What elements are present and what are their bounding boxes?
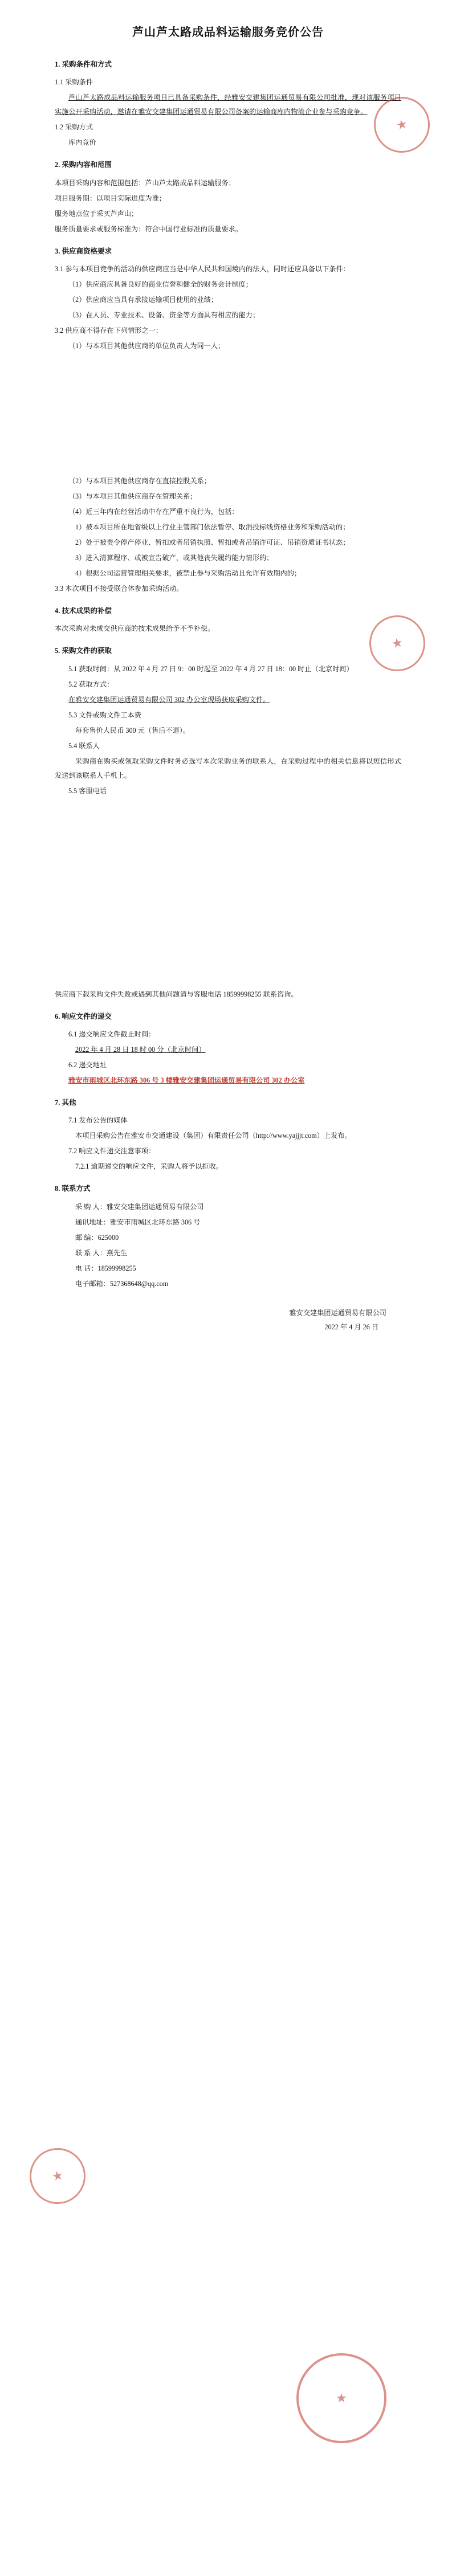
section-2-line-2: 项目服务期：以项目实际进度为准；: [55, 194, 166, 202]
section-3-line-6: （1）与本项目其他供应商的单位负责人为同一人；: [68, 341, 225, 350]
section-3-line-1: 3.1 参与本项目竞争的活动的供应商应当是中华人民共和国境内的法人，同时还应具备以下条件：: [55, 264, 350, 273]
section-3-line-5: 3.2 供应商不得存在下列情形之一：: [55, 326, 162, 334]
section-3-line-11: 2）处于被责令停产停业、暂扣或者吊销执照、暂扣或者吊销许可证、吊销资质证书状态；: [75, 538, 350, 547]
company-seal-icon: [25, 2143, 91, 2209]
section-3-line-3: （2）供应商应当具有承接运输项目使用的业绩；: [68, 295, 218, 304]
section-3-line-9: （4）近三年内在经营活动中存在严重不良行为，包括：: [68, 508, 239, 516]
section-3-line-2: （1）供应商应具备良好的商业信誉和健全的财务会计制度；: [68, 280, 253, 288]
section-7-line-3: 7.2 响应文件递交注意事项：: [68, 1147, 156, 1156]
section-3-line-7: （2）与本项目其他供应商存在直接控股关系；: [68, 476, 211, 485]
section-heading-5: 5. 采购文件的获取: [55, 647, 112, 655]
section-5-line-8: 5.5 客服电话: [68, 786, 107, 795]
section-heading-8: 8. 联系方式: [55, 1185, 91, 1193]
section-5-line-4: 5.3 文件或购文件工本费: [68, 711, 141, 719]
section-1-line-2: 芦山芦太路成品料运输服务项目已具备采购条件，经雅安交建集团运通贸易有限公司批准，现对该服务项目实施公开采购活动，邀请在雅安交建集团运通贸易有限公司备案的运输商库内物流企业参与采购竞争。: [55, 93, 401, 116]
page-break-gap-1: [55, 354, 401, 474]
section-3-line-13: 4）根据公司运营管理相关要求，被禁止参与采购活动且允许有效期内的；: [75, 569, 302, 578]
page-title: 芦山芦太路成品料运输服务竞价公告: [132, 26, 324, 39]
section-3-line-14: 3.3 本次项目不接受联合体参加采购活动。: [55, 585, 184, 593]
section-4-line-1: 本次采购对未成交供应商的技术成果给予不予补偿。: [55, 624, 215, 633]
section-5-line-7: 采购商在购买或领取采购文件时务必选写本次采购业务的联系人，在采购过程中的相关信息将以短信形式发送到该联系人手机上。: [55, 757, 401, 779]
signature-org: 雅安交建集团运通贸易有限公司: [289, 1308, 386, 1317]
customer-service-note: 供应商下载采购文件失败或遇到其他问题请与客服电话 18599998255 联系咨询。: [55, 990, 298, 998]
section-heading-6: 6. 响应文件的递交: [55, 1012, 112, 1020]
section-6-deadline: 2022 年 4 月 28 日 18 时 00 分（北京时间）: [75, 1046, 206, 1054]
section-heading-1: 1. 采购条件和方式: [55, 60, 112, 68]
signature-block: [55, 1306, 401, 1335]
section-1-line-3: 1.2 采购方式: [55, 123, 93, 132]
section-5-line-2: 5.2 获取方式：: [68, 680, 114, 688]
star-icon: ★: [336, 2391, 347, 2405]
company-seal-signature-icon: [296, 2353, 386, 2443]
section-5-line-1: 5.1 获取时间：从 2022 年 4 月 27 日 9：00 时起至 2022 年 4 月 27 日 18：00 时止（北京时间）: [68, 664, 353, 673]
section-6-address: 雅安市雨城区北环东路 306 号 3 楼雅安交建集团运通贸易有限公司 302 办公室: [68, 1076, 305, 1085]
section-2-line-1: 本项目采购内容和范围包括：芦山芦太路成品料运输服务；: [55, 178, 235, 187]
section-1-line-4: 库内竞价: [68, 138, 96, 147]
section-3-line-12: 3）进入清算程序、或被宣告破产，或其他丧失履约能力情形的；: [75, 554, 274, 562]
section-1-line-1: 1.1 采购条件: [55, 78, 93, 87]
section-3-line-10: 1）被本项目所在地省级以上行业主管部门依法暂停、取消投标线资格业务和采购活动的；: [75, 523, 350, 532]
section-5-line-3: 在雅安交建集团运通贸易有限公司 302 办公室现场获取采购文件。: [68, 695, 270, 704]
contact-address: 通讯地址：雅安市雨城区北环东路 306 号: [75, 1218, 201, 1226]
section-2-line-4: 服务质量要求或服务标准为：符合中国行业标准的质量要求。: [55, 224, 243, 233]
signature-date: 2022 年 4 月 26 日: [324, 1323, 378, 1332]
section-7-line-2: 本项目采购公告在雅安市交通建设（集团）有限责任公司（http://www.yajjjt.com）上发布。: [75, 1132, 352, 1140]
contact-person: 联 系 人：燕先生: [75, 1248, 128, 1257]
section-3-line-4: （3）在人员、专业技术、设备、资金等方面具有相应的能力；: [68, 311, 260, 319]
section-heading-2: 2. 采购内容和范围: [55, 161, 112, 169]
contact-phone: 电 话：18599998255: [75, 1264, 136, 1272]
contact-purchaser: 采 购 人：雅安交建集团运通贸易有限公司: [75, 1202, 204, 1211]
star-icon: ★: [394, 116, 409, 133]
contact-email: 电子邮箱：527368648@qq.com: [75, 1279, 169, 1288]
page-break-gap-2: [55, 799, 401, 987]
star-icon: ★: [50, 2167, 65, 2184]
section-5-line-5: 每套售价人民币 300 元（售后不退）。: [75, 726, 190, 734]
section-heading-7: 7. 其他: [55, 1099, 76, 1107]
star-icon: ★: [390, 635, 405, 651]
contact-postcode: 邮 编：625000: [75, 1233, 119, 1242]
section-heading-3: 3. 供应商资格要求: [55, 247, 112, 255]
section-6-line-3: 6.2 递交地址: [68, 1061, 107, 1069]
section-7-line-4: 7.2.1 逾期递交的响应文件，采购人将予以拒收。: [75, 1162, 223, 1171]
section-heading-4: 4. 技术成果的补偿: [55, 607, 112, 615]
section-7-line-1: 7.1 发布公告的媒体: [68, 1116, 128, 1125]
section-5-line-6: 5.4 联系人: [68, 741, 100, 750]
section-2-line-3: 服务地点位于采买芦声山；: [55, 209, 139, 218]
section-3-line-8: （3）与本项目其他供应商存在管理关系；: [68, 492, 197, 500]
section-6-line-1: 6.1 递交响应文件截止时间：: [68, 1030, 156, 1039]
